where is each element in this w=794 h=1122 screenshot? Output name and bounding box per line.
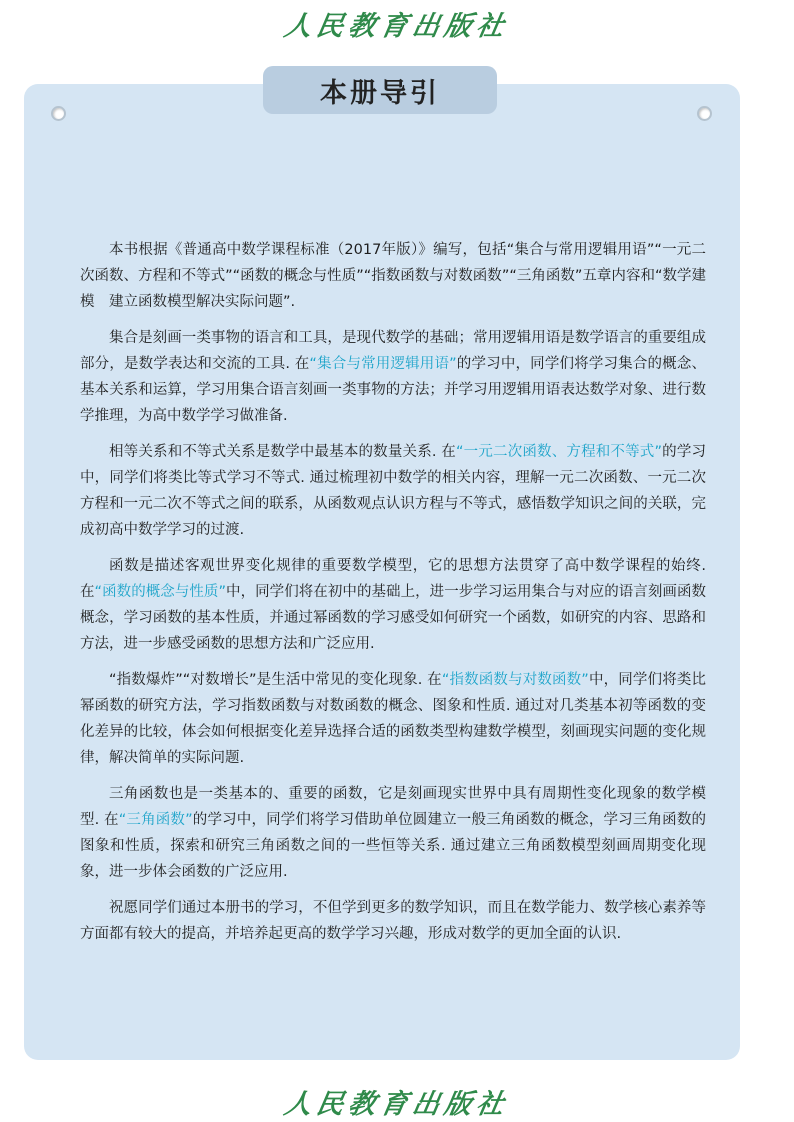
chapter-highlight: “集合与常用逻辑用语” [309, 356, 457, 372]
paragraph-text: 三角函数也是一类基本的、重要的函数，它是刻画现实世界中具有周期性变化现象的数学模型. 在 [80, 786, 706, 828]
publisher-logo-top: 人民教育出版社 [281, 11, 512, 42]
title-tab [263, 66, 497, 114]
paragraph-p7 [80, 895, 706, 947]
chapter-highlight: “一元二次函数、方程和不等式” [455, 444, 662, 460]
paragraph-text: 相等关系和不等式关系是数学中最基本的数量关系. 在 [109, 444, 456, 460]
binder-hole-left-icon [51, 106, 66, 121]
chapter-highlight: “三角函数” [118, 812, 193, 828]
chapter-highlight: “函数的概念与性质” [94, 584, 226, 600]
binder-hole-right-icon [697, 106, 712, 121]
chapter-highlight: “指数函数与对数函数” [441, 672, 589, 688]
paragraph-p6 [80, 781, 706, 885]
paragraph-text: 的学习中，同学们将类比等式学习不等式. 通过梳理初中数学的相关内容，理解一元二次函数、一元二次方程和一元二次不等式之间的联系，从函数观点认识方程与不等式，感悟数学知识之间的关联，完成初高中数学学习的过渡. [80, 444, 706, 538]
publisher-logo-bottom: 人民教育出版社 [281, 1089, 512, 1120]
paragraph-p4 [80, 553, 706, 657]
paragraph-text: “指数爆炸”“对数增长”是生活中常见的变化现象. 在 [109, 672, 442, 688]
paragraph-text: 函数是描述客观世界变化规律的重要数学模型，它的思想方法贯穿了高中数学课程的始终. 在 [80, 558, 706, 600]
paragraph-text: 祝愿同学们通过本册书的学习，不但学到更多的数学知识，而且在数学能力、数学核心素养等方面都有较大的提高，并培养起更高的数学学习兴趣，形成对数学的更加全面的认识. [80, 900, 706, 942]
paragraph-p1 [80, 237, 706, 315]
paragraph-text: 集合是刻画一类事物的语言和工具，是现代数学的基础；常用逻辑用语是数学语言的重要组成部分，是数学表达和交流的工具. 在 [80, 330, 706, 372]
page-title: 本册导引 [320, 77, 440, 109]
paragraph-p5 [80, 667, 706, 771]
intro-body [80, 237, 706, 957]
paragraph-text: 本书根据《普通高中数学课程标准（2017年版）》编写，包括“集合与常用逻辑用语”“一元二次函数、方程和不等式”“函数的概念与性质”“指数函数与对数函数”“三角函数”五章内容和“数学建模 建立函数模型解决实际问题”. [80, 242, 706, 310]
paragraph-text: 中，同学们将在初中的基础上，进一步学习运用集合与对应的语言刻画函数概念，学习函数的基本性质，并通过幂函数的学习感受如何研究一个函数，如研究的内容、思路和方法，进一步感受函数的思想方法和广泛应用. [80, 584, 706, 652]
paragraph-p2 [80, 325, 706, 429]
paragraph-p3 [80, 439, 706, 543]
paragraph-text: 的学习中，同学们将学习借助单位圆建立一般三角函数的概念，学习三角函数的图象和性质，探索和研究三角函数之间的一些恒等关系. 通过建立三角函数模型刻画周期变化现象，进一步体会函数的广泛应用. [80, 812, 707, 880]
paragraph-text: 的学习中，同学们将学习集合的概念、基本关系和运算，学习用集合语言刻画一类事物的方法；并学习用逻辑用语表达数学对象、进行数学推理，为高中数学学习做准备. [80, 356, 707, 424]
paragraph-text: 中，同学们将类比幂函数的研究方法，学习指数函数与对数函数的概念、图象和性质. 通过对几类基本初等函数的变化差异的比较，体会如何根据变化差异选择合适的函数类型构建数学模型，刻画现实问题的变化规律，解决简单的实际问题. [80, 672, 706, 766]
